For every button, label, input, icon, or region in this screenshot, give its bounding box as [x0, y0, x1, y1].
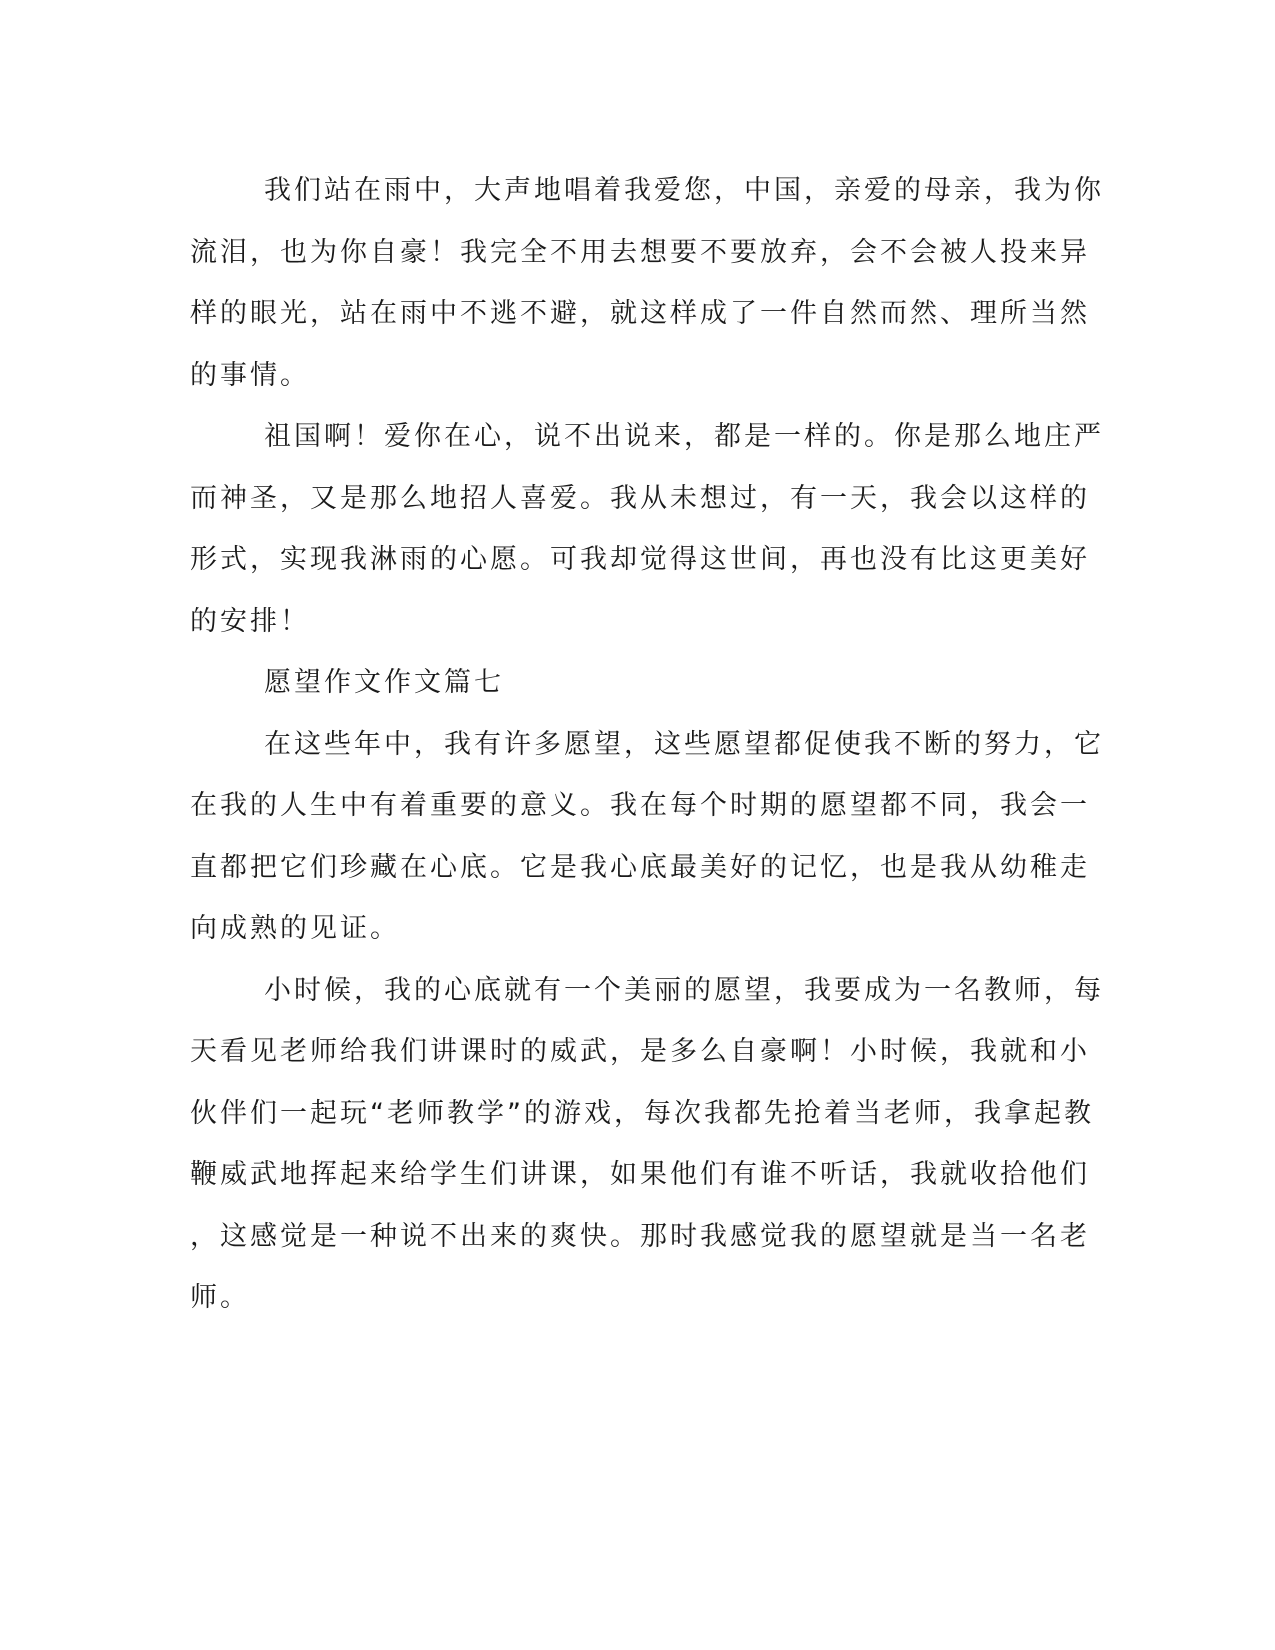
paragraph-2	[190, 406, 1104, 652]
paragraph-line: 伙伴们一起玩“老师教学”的游戏，每次我都先抢着当老师，我拿起教	[190, 1097, 1094, 1129]
document-body	[190, 160, 1104, 1329]
section-heading	[190, 652, 1080, 714]
paragraph-line: ，这感觉是一种说不出来的爽快。那时我感觉我的愿望就是当一名老	[190, 1220, 1090, 1252]
paragraph-line: 流泪，也为你自豪！我完全不用去想要不要放弃，会不会被人投来异	[190, 236, 1090, 268]
paragraph-line: 直都把它们珍藏在心底。它是我心底最美好的记忆，也是我从幼稚走	[190, 851, 1090, 883]
paragraph-1	[190, 160, 1104, 406]
paragraph-line: 师。	[190, 1282, 250, 1313]
paragraph-line: 在这些年中，我有许多愿望，这些愿望都促使我不断的努力，它	[264, 728, 1104, 760]
paragraph-line: 在我的人生中有着重要的意义。我在每个时期的愿望都不同，我会一	[190, 790, 1090, 821]
paragraph-line: 我们站在雨中，大声地唱着我爱您，中国，亲爱的母亲，我为你	[264, 175, 1104, 206]
paragraph-line: 样的眼光，站在雨中不逃不避，就这样成了一件自然而然、理所当然	[190, 298, 1090, 329]
paragraph-line: 的事情。	[190, 359, 310, 391]
paragraph-3	[190, 714, 1104, 960]
paragraph-4	[190, 960, 1104, 1329]
paragraph-line: 的安排！	[190, 605, 310, 637]
section-title: 愿望作文作文篇七	[264, 667, 504, 698]
paragraph-line: 向成熟的见证。	[190, 913, 400, 944]
paragraph-line: 形式，实现我淋雨的心愿。可我却觉得这世间，再也没有比这更美好	[190, 544, 1090, 575]
paragraph-line: 鞭威武地挥起来给学生们讲课，如果他们有谁不听话，我就收拾他们	[190, 1159, 1090, 1190]
paragraph-line: 而神圣，又是那么地招人喜爱。我从未想过，有一天，我会以这样的	[190, 482, 1090, 514]
paragraph-line: 天看见老师给我们讲课时的威武，是多么自豪啊！小时候，我就和小	[190, 1036, 1090, 1067]
paragraph-line: 祖国啊！爱你在心，说不出说来，都是一样的。你是那么地庄严	[264, 421, 1104, 452]
paragraph-line: 小时候，我的心底就有一个美丽的愿望，我要成为一名教师，每	[264, 974, 1104, 1006]
